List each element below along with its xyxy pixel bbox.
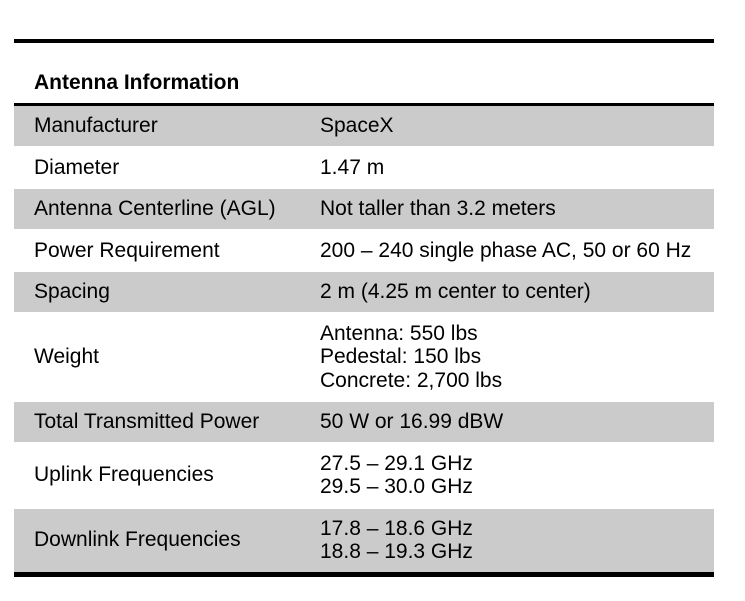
value-line: 18.8 – 19.3 GHz — [320, 540, 473, 563]
row-label: Uplink Frequencies — [34, 463, 214, 487]
value-line: Concrete: 2,700 lbs — [320, 368, 503, 392]
row-value — [320, 452, 714, 499]
value-line: Not taller than 3.2 meters — [320, 197, 556, 220]
table-row — [14, 312, 714, 403]
row-label: Manufacturer — [34, 114, 158, 137]
row-value — [320, 280, 714, 304]
row-label: Downlink Frequencies — [34, 528, 241, 552]
row-label: Power Requirement — [34, 238, 220, 262]
value-line: 200 – 240 single phase AC, 50 or 60 Hz — [320, 238, 692, 262]
top-rule — [14, 39, 714, 43]
row-value — [320, 322, 714, 393]
value-line: SpaceX — [320, 114, 394, 137]
row-value — [320, 410, 714, 434]
table-row — [14, 106, 714, 146]
table-row — [14, 402, 714, 442]
row-value — [320, 156, 714, 180]
row-label: Total Transmitted Power — [34, 410, 260, 433]
row-value — [320, 517, 714, 564]
table-row — [14, 442, 714, 509]
row-label: Diameter — [34, 155, 120, 179]
row-value — [320, 114, 714, 138]
value-line: 50 W or 16.99 dBW — [320, 410, 504, 433]
table-title: Antenna Information — [34, 71, 240, 94]
antenna-information-table — [14, 39, 714, 577]
table-row — [14, 272, 714, 312]
table-row — [14, 189, 714, 229]
value-line: 29.5 – 30.0 GHz — [320, 475, 473, 498]
row-label: Weight — [34, 345, 99, 368]
row-label: Spacing — [34, 280, 110, 303]
table-row — [14, 229, 714, 273]
value-line: 1.47 m — [320, 155, 385, 179]
value-line: Pedestal: 150 lbs — [320, 345, 482, 368]
value-line: 2 m (4.25 m center to center) — [320, 280, 591, 303]
value-line: Antenna: 550 lbs — [320, 321, 478, 345]
value-line: 17.8 – 18.6 GHz — [320, 516, 473, 540]
bottom-rule — [14, 572, 714, 577]
value-line: 27.5 – 29.1 GHz — [320, 451, 473, 475]
table-row — [14, 509, 714, 572]
row-label: Antenna Centerline (AGL) — [34, 197, 276, 220]
info-table-body — [14, 106, 714, 572]
table-row — [14, 146, 714, 190]
row-value — [320, 239, 714, 263]
row-value — [320, 197, 714, 221]
